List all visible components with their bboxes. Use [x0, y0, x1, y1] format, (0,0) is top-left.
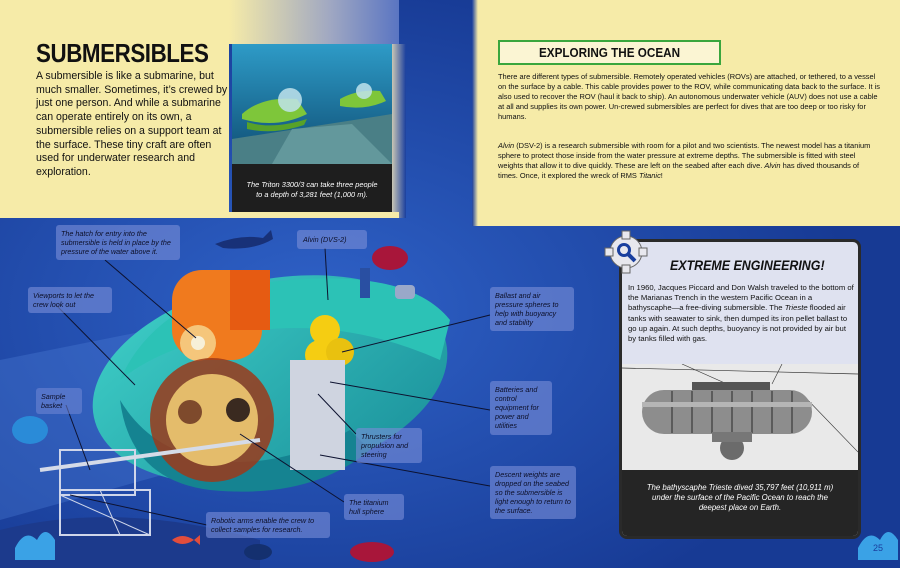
trieste-caption: The bathyscaphe Trieste dived 35,797 feet (10,911 m) under the surface of the Pacific Ocean to reach the deepest place on Earth. [646, 483, 834, 512]
alvin-name-2: Alvin [764, 160, 781, 170]
exploring-title: EXPLORING THE OCEAN [538, 45, 681, 60]
label-sample-basket: Sample basket [36, 388, 82, 414]
label-robotic-arms: Robotic arms enable the crew to collect samples for research. [206, 512, 330, 538]
page-number: 25 [873, 543, 884, 553]
exploring-title-box [498, 40, 721, 65]
intro-panel-bottom-strip [229, 212, 399, 218]
label-descent-weights: Descent weights are dropped on the seabed so the submersible is light enough to return to the surface. [490, 466, 576, 519]
intro-paragraph: A submersible is like a submarine, but much smaller. Sometimes, it’s crewed by just one person. And while a submarine can operate entirely on its own, a submersible relies on a support team at the surface. These tiny craft are often used for underwater research and exploration. [36, 70, 228, 178]
triton-photo-card [232, 44, 392, 212]
titanic-name: Titanic [638, 170, 661, 180]
exploring-paragraph-2-part-a: (DSV-2) is a research submersible with room for a pilot and two scientists. The newest model has a titanium sphere to protect those inside from the water pressure at extreme depths. The submersible is fitted with steel weights that allow it to dive quickly. These are left on the seabed after each dive. [498, 141, 871, 170]
extreme-text-part-b: flooded air tanks with seawater to sink, then dumped its iron pellet ballast to go up again. At such depths, buoyancy is not provided by air but by tanks filled with gas. [628, 303, 848, 344]
trieste-caption-background [622, 470, 858, 539]
intro-panel-right-strip [392, 44, 406, 218]
extreme-engineering-box [619, 239, 861, 539]
exploring-paragraph-2-part-b: has dived thousands of times. Once, it explored the wreck of RMS [498, 160, 860, 180]
alvin-name: Alvin [498, 141, 515, 150]
label-hull: The titanium hull sphere [344, 494, 404, 520]
exploring-paragraph-2 [498, 141, 880, 181]
trieste-bathyscaphe-photo [622, 364, 858, 472]
exploring-paragraph-2-end: ! [660, 170, 663, 180]
exploring-panel-fade [472, 0, 478, 226]
label-ballast: Ballast and air pressure spheres to help with buoyancy and stability [490, 287, 574, 331]
triton-photo-caption: The Triton 3300/3 can take three people to a depth of 3,281 feet (1,000 m). [246, 180, 378, 199]
label-hatch: The hatch for entry into the submersible is held in place by the pressure of the water above it. [56, 225, 180, 260]
label-batteries: Batteries and control equipment for power and utilities [490, 381, 552, 435]
label-viewports: Viewports to let the crew look out [28, 287, 112, 313]
page-title: SUBMERSIBLES [36, 38, 209, 68]
exploring-paragraph-1: There are different types of submersible. Remotely operated vehicles (ROVs) are attached, or tethered, to a vessel on the surface by a cable. This cable provides power to the ROV, while communicating data back to the surface. It is also used to recover the ROV (haul it back to ship). An autonomous underwater vehicle (AUV) does not use a cable at all and supplies its own power. Un-crewed submersibles are perfect for dives that are too deep or too risky for humans. [498, 72, 880, 121]
trieste-name: Trieste [784, 303, 808, 313]
intro-panel-top-strip [229, 0, 399, 44]
label-alvin: Alvin (DVS-2) [297, 230, 367, 249]
extreme-engineering-title: EXTREME ENGINEERING! [670, 258, 825, 273]
extreme-text-part-a: In 1960, Jacques Piccard and Don Walsh traveled to the bottom of the Marianas Trench in the western Pacific Ocean in a bathyscaphe—a free-diving submersible. The [628, 283, 854, 313]
triton-submersible-photo [232, 44, 392, 164]
extreme-engineering-text [628, 283, 856, 344]
gear-magnifier-icon [603, 229, 649, 275]
label-thrusters: Thrusters for propulsion and steering [356, 428, 422, 463]
